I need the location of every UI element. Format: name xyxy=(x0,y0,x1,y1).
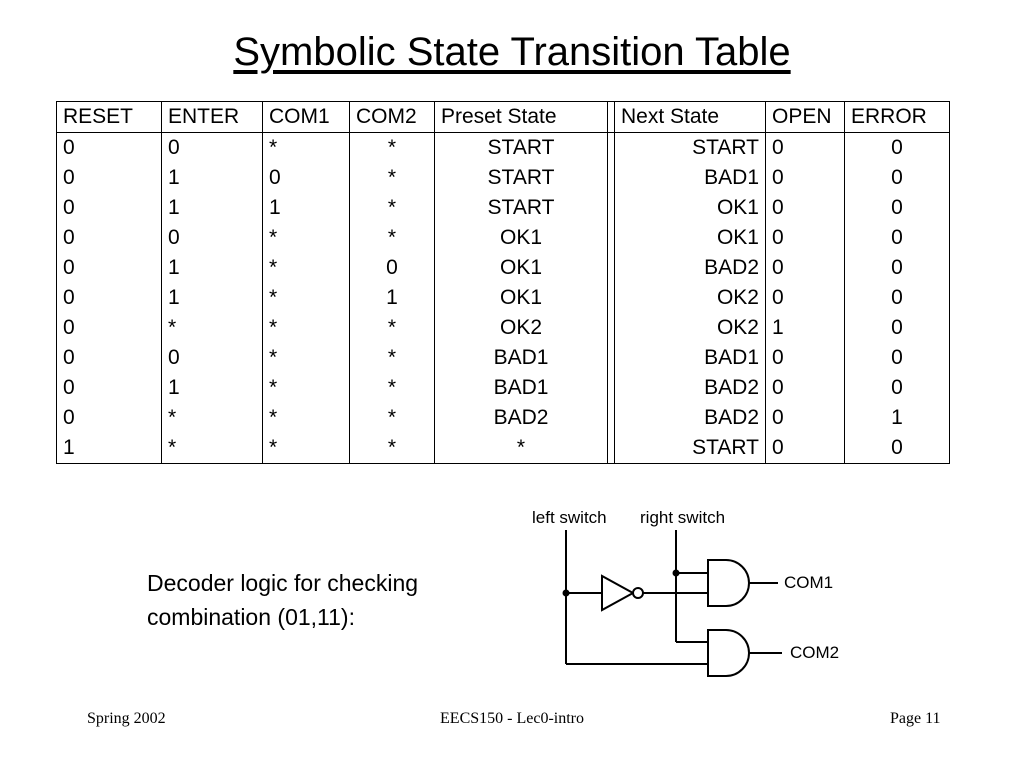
table-row xyxy=(57,313,950,343)
slide-title: Symbolic State Transition Table xyxy=(233,30,791,74)
cell-error: 0 xyxy=(845,223,950,253)
table-row xyxy=(57,193,950,223)
header-com1: COM1 xyxy=(263,102,350,133)
column-divider xyxy=(608,373,615,403)
column-divider xyxy=(608,102,615,133)
cell-open: 1 xyxy=(766,313,845,343)
cell-enter: 0 xyxy=(162,133,263,164)
caption-line-2: combination (01,11): xyxy=(147,604,355,630)
and-gate-com2 xyxy=(708,630,749,676)
header-open: OPEN xyxy=(766,102,845,133)
cell-preset-state: OK1 xyxy=(435,223,608,253)
cell-com1: * xyxy=(263,313,350,343)
cell-next-state: OK2 xyxy=(615,313,766,343)
right-switch-wire xyxy=(676,530,708,642)
cell-next-state: OK2 xyxy=(615,283,766,313)
cell-com2: * xyxy=(350,433,435,464)
cell-next-state: START xyxy=(615,133,766,164)
cell-open: 0 xyxy=(766,403,845,433)
table-body xyxy=(57,133,950,464)
cell-reset: 0 xyxy=(57,253,162,283)
cell-reset: 0 xyxy=(57,403,162,433)
cell-reset: 0 xyxy=(57,223,162,253)
column-divider xyxy=(608,283,615,313)
cell-next-state: BAD2 xyxy=(615,403,766,433)
cell-enter: 1 xyxy=(162,283,263,313)
cell-reset: 0 xyxy=(57,193,162,223)
inverter-gate xyxy=(602,576,643,610)
cell-open: 0 xyxy=(766,163,845,193)
table-row xyxy=(57,403,950,433)
cell-com2: * xyxy=(350,373,435,403)
header-error: ERROR xyxy=(845,102,950,133)
cell-error: 0 xyxy=(845,133,950,164)
cell-error: 0 xyxy=(845,313,950,343)
cell-com2: 1 xyxy=(350,283,435,313)
cell-open: 0 xyxy=(766,133,845,164)
cell-preset-state: BAD2 xyxy=(435,403,608,433)
cell-open: 0 xyxy=(766,373,845,403)
right-switch-label: right switch xyxy=(640,508,726,527)
cell-com1: * xyxy=(263,373,350,403)
cell-com1: * xyxy=(263,133,350,164)
cell-com1: * xyxy=(263,253,350,283)
column-divider xyxy=(608,313,615,343)
cell-preset-state: * xyxy=(435,433,608,464)
cell-error: 1 xyxy=(845,403,950,433)
cell-com2: * xyxy=(350,223,435,253)
footer-date: Spring 2002 xyxy=(87,710,166,727)
cell-next-state: OK1 xyxy=(615,223,766,253)
column-divider xyxy=(608,163,615,193)
cell-open: 0 xyxy=(766,343,845,373)
table-row xyxy=(57,253,950,283)
cell-error: 0 xyxy=(845,193,950,223)
cell-com1: * xyxy=(263,283,350,313)
cell-com2: * xyxy=(350,133,435,164)
cell-enter: 1 xyxy=(162,253,263,283)
cell-next-state: START xyxy=(615,433,766,464)
decoder-caption xyxy=(147,566,418,634)
state-transition-table xyxy=(56,101,950,464)
column-divider xyxy=(608,433,615,464)
header-next-state: Next State xyxy=(615,102,766,133)
cell-com1: * xyxy=(263,433,350,464)
table-row xyxy=(57,373,950,403)
cell-next-state: BAD2 xyxy=(615,253,766,283)
cell-preset-state: START xyxy=(435,163,608,193)
junction-dot xyxy=(563,590,570,597)
cell-preset-state: START xyxy=(435,193,608,223)
cell-com2: * xyxy=(350,193,435,223)
cell-com2: 0 xyxy=(350,253,435,283)
cell-com1: * xyxy=(263,343,350,373)
cell-com1: 1 xyxy=(263,193,350,223)
cell-next-state: BAD2 xyxy=(615,373,766,403)
table-header-row xyxy=(57,102,950,133)
column-divider xyxy=(608,403,615,433)
table-row xyxy=(57,133,950,164)
cell-enter: 1 xyxy=(162,373,263,403)
cell-com2: * xyxy=(350,343,435,373)
table-row xyxy=(57,163,950,193)
left-switch-label: left switch xyxy=(532,508,607,527)
cell-reset: 1 xyxy=(57,433,162,464)
cell-reset: 0 xyxy=(57,313,162,343)
cell-com2: * xyxy=(350,403,435,433)
cell-open: 0 xyxy=(766,223,845,253)
cell-preset-state: BAD1 xyxy=(435,343,608,373)
cell-enter: * xyxy=(162,433,263,464)
and-gate-com1 xyxy=(708,560,749,606)
header-enter: ENTER xyxy=(162,102,263,133)
column-divider xyxy=(608,253,615,283)
cell-reset: 0 xyxy=(57,163,162,193)
cell-open: 0 xyxy=(766,253,845,283)
cell-preset-state: OK1 xyxy=(435,283,608,313)
cell-com1: * xyxy=(263,223,350,253)
header-preset-state: Preset State xyxy=(435,102,608,133)
cell-next-state: BAD1 xyxy=(615,343,766,373)
table-row xyxy=(57,343,950,373)
cell-com2: * xyxy=(350,313,435,343)
cell-preset-state: START xyxy=(435,133,608,164)
footer-course: EECS150 - Lec0-intro xyxy=(440,710,584,727)
cell-enter: 0 xyxy=(162,343,263,373)
cell-com2: * xyxy=(350,163,435,193)
cell-next-state: OK1 xyxy=(615,193,766,223)
cell-preset-state: BAD1 xyxy=(435,373,608,403)
table-row xyxy=(57,223,950,253)
cell-preset-state: OK1 xyxy=(435,253,608,283)
cell-enter: 0 xyxy=(162,223,263,253)
table-row xyxy=(57,283,950,313)
decoder-circuit-diagram xyxy=(520,500,860,680)
cell-error: 0 xyxy=(845,283,950,313)
cell-reset: 0 xyxy=(57,283,162,313)
cell-com1: * xyxy=(263,403,350,433)
cell-error: 0 xyxy=(845,373,950,403)
column-divider xyxy=(608,223,615,253)
table-row xyxy=(57,433,950,464)
header-reset: RESET xyxy=(57,102,162,133)
column-divider xyxy=(608,133,615,164)
cell-error: 0 xyxy=(845,343,950,373)
cell-com1: 0 xyxy=(263,163,350,193)
com1-output-label: COM1 xyxy=(784,573,834,592)
cell-error: 0 xyxy=(845,433,950,464)
cell-open: 0 xyxy=(766,193,845,223)
cell-open: 0 xyxy=(766,433,845,464)
cell-next-state: BAD1 xyxy=(615,163,766,193)
cell-preset-state: OK2 xyxy=(435,313,608,343)
footer-page-number: Page 11 xyxy=(890,710,941,727)
column-divider xyxy=(608,343,615,373)
cell-enter: * xyxy=(162,313,263,343)
cell-reset: 0 xyxy=(57,343,162,373)
cell-enter: 1 xyxy=(162,163,263,193)
cell-error: 0 xyxy=(845,163,950,193)
cell-open: 0 xyxy=(766,283,845,313)
header-com2: COM2 xyxy=(350,102,435,133)
cell-error: 0 xyxy=(845,253,950,283)
cell-enter: 1 xyxy=(162,193,263,223)
cell-reset: 0 xyxy=(57,133,162,164)
column-divider xyxy=(608,193,615,223)
com2-output-label: COM2 xyxy=(790,643,840,662)
cell-reset: 0 xyxy=(57,373,162,403)
cell-enter: * xyxy=(162,403,263,433)
junction-dot xyxy=(673,570,680,577)
caption-line-1: Decoder logic for checking xyxy=(147,570,419,596)
